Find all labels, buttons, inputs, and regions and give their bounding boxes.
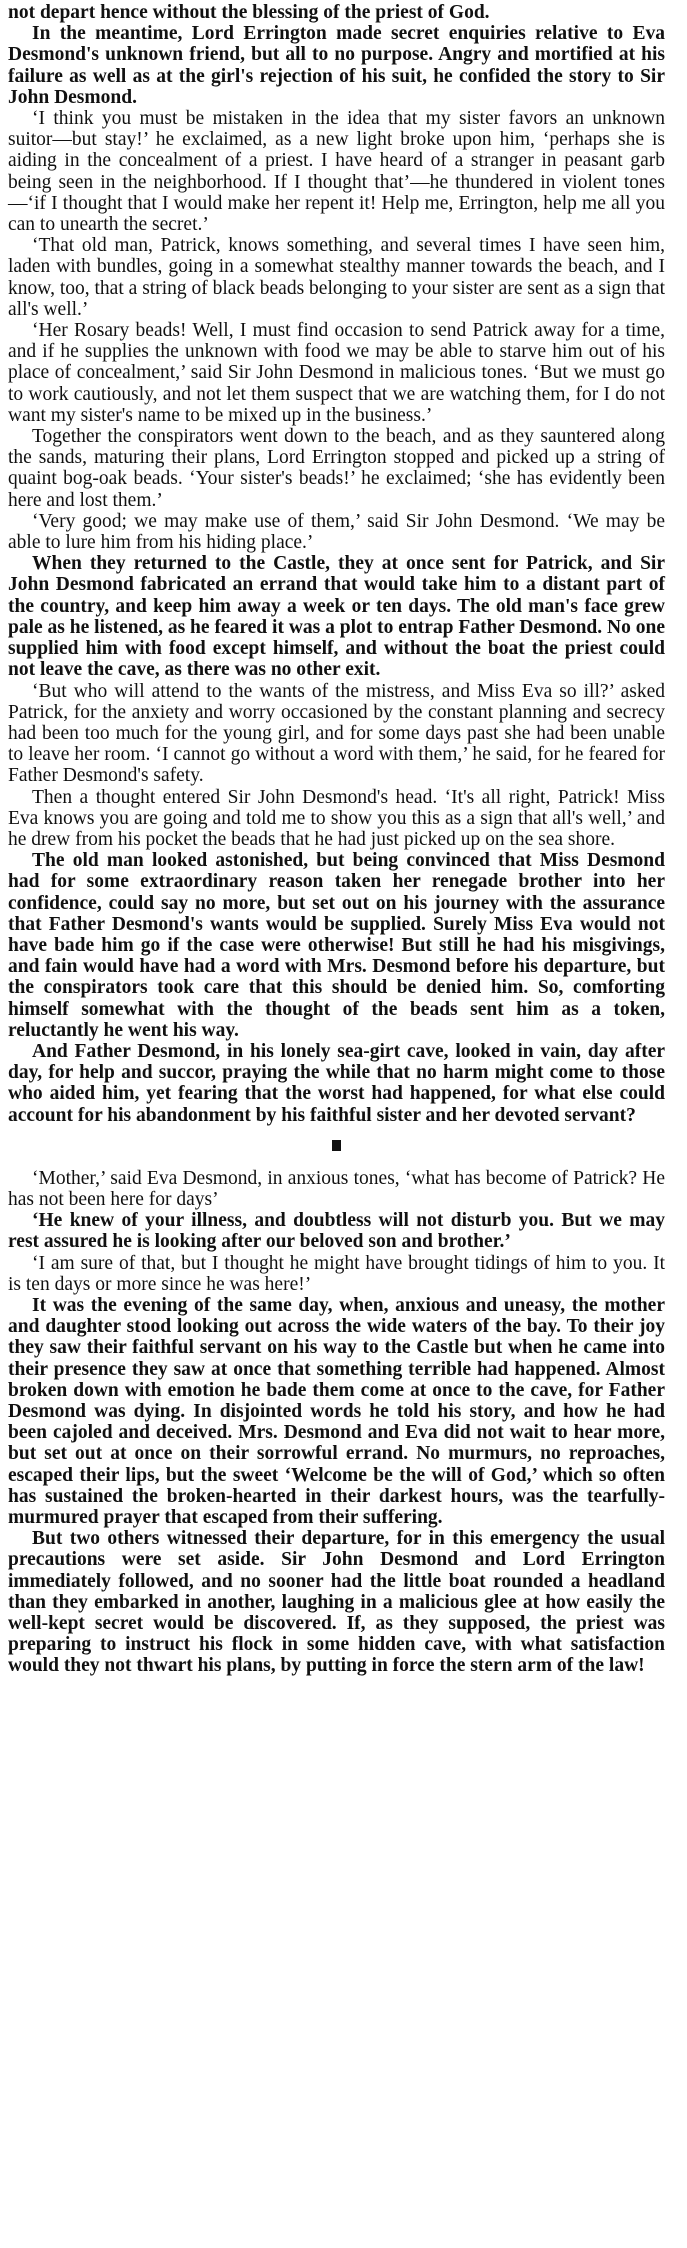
story-paragraph: The old man looked astonished, but being convinced that Miss Desmond had for some extraordinary reason taken her renegade brother into her confidence, could say no more, but set out on his journey with the assurance that Father Desmond's wants would be supplied. Surely Miss Eva would not have bade him go if the case were otherwise! But still he had his misgivings, and fain would have had a word with Mrs. Desmond before his departure, but the conspirators took care that this should be denied him. So, comforting himself somewhat with the thought of the beads sent him as a token, reluctantly he went his way. [8,850,665,1041]
story-paragraph: And Father Desmond, in his lonely sea-girt cave, looked in vain, day after day, for help and succor, praying the while that no harm might come to those who aided him, yet fearing that the worst had happened, for what else could account for his abandonment by his faithful sister and her devoted servant? [8,1040,665,1126]
divider-mark-icon [332,1140,341,1151]
story-paragraph: But two others witnessed their departure, for in this emergency the usual precautions were set aside. Sir John Desmond and Lord Errington immediately followed, and no sooner had the little boat rounded a headland than they embarked in another, laughing in a malicious glee at how easily the well-kept secret would be discovered. If, as they supposed, the priest was preparing to instruct his flock in some hidden cave, with what satisfaction would they not thwart his plans, by putting in force the stern arm of the law! [8,1528,665,1677]
story-paragraph: ‘I am sure of that, but I thought he might have brought tidings of him to you. It is ten days or more since he was here!’ [8,1252,665,1295]
story-paragraph: not depart hence without the blessing of the priest of God. [8,2,490,23]
story-paragraph: ‘Mother,’ said Eva Desmond, in anxious tones, ‘what has become of Patrick? He has not been here for days’ [8,1167,665,1210]
story-paragraph: Together the conspirators went down to the beach, and as they sauntered along the sands, maturing their plans, Lord Errington stopped and picked up a string of quaint bog-oak beads. ‘Your sister's beads!’ he exclaimed; ‘she has evidently been here and lost them.’ [8,426,665,511]
section-divider [8,1140,665,1152]
story-paragraph: ‘Her Rosary beads! Well, I must find occasion to send Patrick away for a time, and if he supplies the unknown with food we may be able to starve him out of his place of concealment,’ said Sir John Desmond in malicious tones. ‘But we must go to work cautiously, and not let them suspect that we are watching them, for I do not want my sister's name to be mixed up in the business.’ [8,320,665,426]
story-section-2 [8,1168,665,1677]
story-paragraph: ‘Very good; we may make use of them,’ said Sir John Desmond. ‘We may be able to lure him from his hiding place.’ [8,510,665,554]
story-paragraph: In the meantime, Lord Errington made secret enquiries relative to Eva Desmond's unknown friend, but all to no purpose. Angry and mortified at his failure as well as at the girl's rejection of his suit, he confided the story to Sir John Desmond. [8,23,665,108]
story-paragraph: Then a thought entered Sir John Desmond's head. ‘It's all right, Patrick! Miss Eva knows you are going and told me to show you this as a sign that all's well,’ and he drew from his pocket the beads that he had just picked up on the sea shore. [8,786,665,850]
story-paragraph: ‘He knew of your illness, and doubtless will not disturb you. But we may rest assured he is looking after our beloved son and brother.’ [8,1210,665,1253]
story-paragraph: ‘But who will attend to the wants of the mistress, and Miss Eva so ill?’ asked Patrick, for the anxiety and worry occasioned by the constant planning and secrecy had been too much for the young girl, and for some days past she had been unable to leave her room. ‘I cannot go without a word with them,’ he said, for he feared for Father Desmond's safety. [8,680,665,787]
story-section-1 [8,2,665,1126]
story-paragraph: When they returned to the Castle, they at once sent for Patrick, and Sir John Desmond fabricated an errand that would take him to a distant part of the country, and keep him away a week or ten days. The old man's face grew pale as he listened, as he feared it was a plot to entrap Father Desmond. No one supplied him with food except himself, and without the boat the priest could not leave the cave, as there was no other exit. [8,553,665,681]
story-paragraph: ‘That old man, Patrick, knows something, and several times I have seen him, laden with bundles, going in a somewhat stealthy manner towards the beach, and I know, too, that a string of black beads belonging to your sister are sent as a sign that all's well.’ [8,235,665,320]
story-paragraph: It was the evening of the same day, when, anxious and uneasy, the mother and daughter stood looking out across the wide waters of the bay. To their joy they saw their faithful servant on his way to the Castle but when he came into their presence they saw at once that something terrible had happened. Almost broken down with emotion he bade them come at once to the cave, for Father Desmond was dying. In disjointed words he told his story, and how he had been cajoled and deceived. Mrs. Desmond and Eva did not wait to hear more, but set out at once on their sorrowful errand. No murmurs, no reproaches, escaped their lips, but the sweet ‘Welcome be the will of God,’ which so often has sustained the broken-hearted in their darkest hours, was the tearfully-murmured prayer that escaped from their suffering. [8,1294,665,1529]
story-paragraph: ‘I think you must be mistaken in the idea that my sister favors an unknown suitor—but stay!’ he exclaimed, as a new light broke upon him, ‘perhaps she is aiding in the concealment of a priest. I have heard of a stranger in peasant garb being seen in the neighborhood. If I thought that’—he thundered in violent tones—‘if I thought that I would make her repent it! Help me, Errington, help me all you can to unearth the secret.’ [8,108,665,236]
